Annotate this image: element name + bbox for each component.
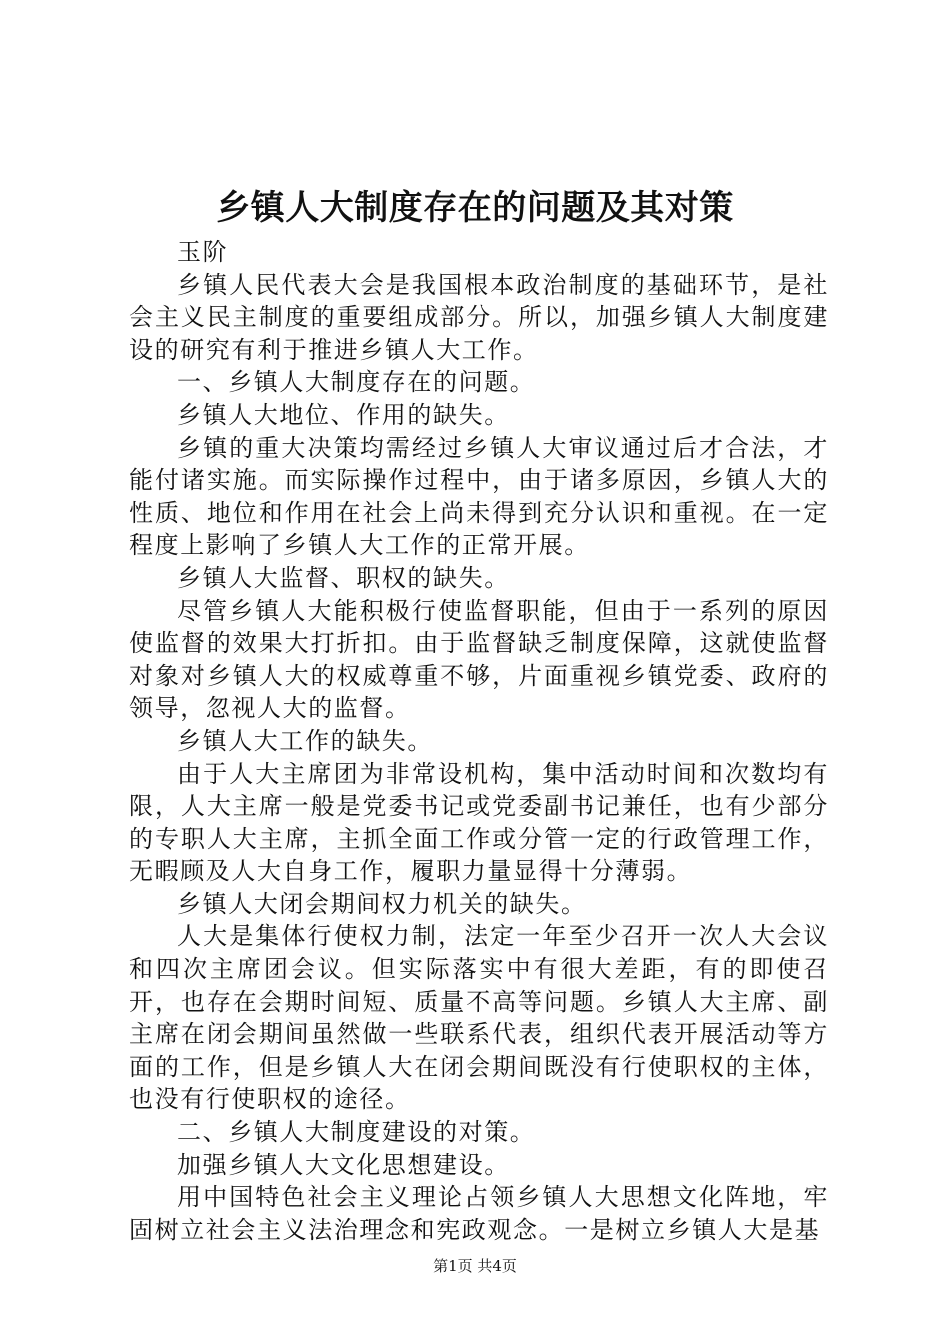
author-line: 玉阶 — [177, 238, 229, 266]
paragraph: 由于人大主席团为非常设机构，集中活动时间和次数均有限，人大主席一般是党委书记或党委副书记兼任，也有少部分的专职人大主席，主抓全面工作或分管一定的行政管理工作，无暇顾及人大自身工作，履职力量显得十分薄弱。 — [129, 759, 829, 886]
section-heading: 一、乡镇人大制度存在的问题。 — [177, 368, 536, 397]
document-title: 乡镇人大制度存在的问题及其对策 — [216, 188, 734, 228]
paragraph: 用中国特色社会主义理论占领乡镇人大思想文化阵地，牢固树立社会主义法治理念和宪政观念。一是树立乡镇人大是基 — [129, 1183, 829, 1244]
subheading: 乡镇人大闭会期间权力机关的缺失。 — [177, 889, 587, 918]
paragraph: 乡镇人民代表大会是我国根本政治制度的基础环节，是社会主义民主制度的重要组成部分。所以，加强乡镇人大制度建设的研究有利于推进乡镇人大工作。 — [129, 270, 829, 364]
page-footer: 第1页 共4页 — [433, 1257, 517, 1275]
paragraph: 尽管乡镇人大能积极行使监督职能，但由于一系列的原因使监督的效果大打折扣。由于监督缺乏制度保障，这就使监督对象对乡镇人大的权威尊重不够，片面重视乡镇党委、政府的领导，忽视人大的监督。 — [129, 596, 829, 723]
subheading: 乡镇人大监督、职权的缺失。 — [177, 563, 510, 592]
paragraph: 人大是集体行使权力制，法定一年至少召开一次人大会议和四次主席团会议。但实际落实中有很大差距，有的即使召开，也存在会期时间短、质量不高等问题。乡镇人大主席、副主席在闭会期间虽然做一些联系代表，组织代表开展活动等方面的工作，但是乡镇人大在闭会期间既没有行使职权的主体，也没有行使职权的途径。 — [129, 922, 829, 1114]
paragraph: 乡镇的重大决策均需经过乡镇人大审议通过后才合法，才能付诸实施。而实际操作过程中，由于诸多原因，乡镇人大的性质、地位和作用在社会上尚未得到充分认识和重视。在一定程度上影响了乡镇人大工作的正常开展。 — [129, 433, 829, 560]
document-body — [129, 236, 829, 1246]
section-heading: 二、乡镇人大制度建设的对策。 — [177, 1118, 536, 1147]
subheading: 加强乡镇人大文化思想建设。 — [177, 1150, 510, 1179]
subheading: 乡镇人大工作的缺失。 — [177, 726, 433, 755]
subheading: 乡镇人大地位、作用的缺失。 — [177, 400, 510, 429]
